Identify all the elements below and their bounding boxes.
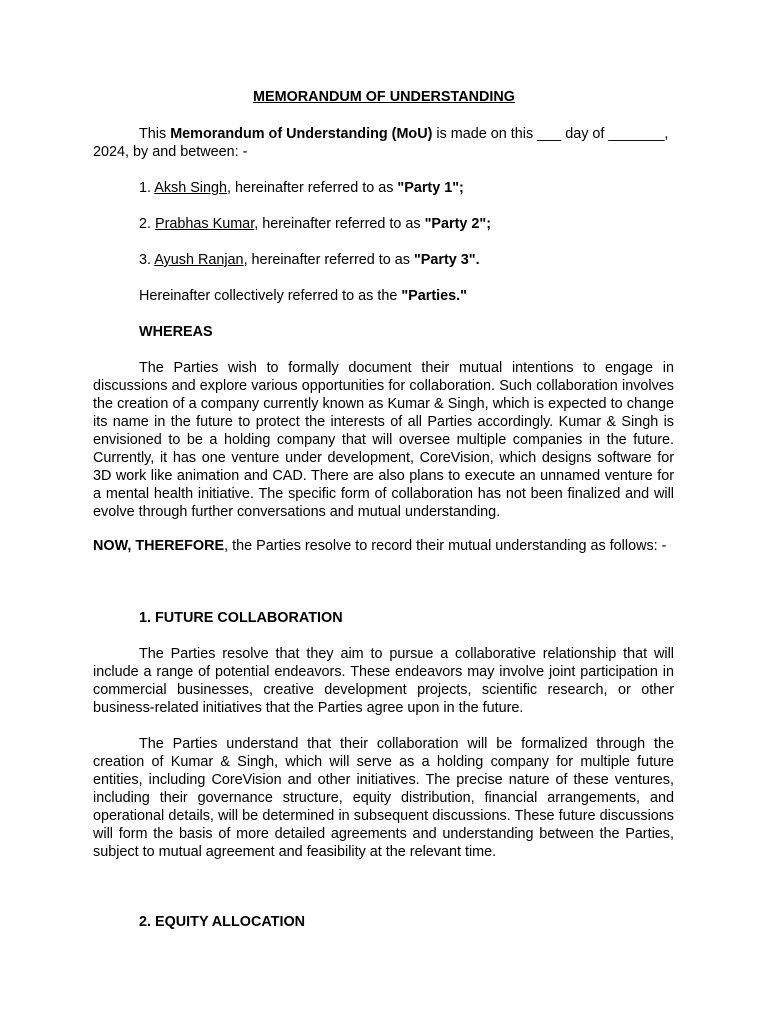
now-therefore-rest: , the Parties resolve to record their mutual understanding as follows: -	[224, 538, 667, 554]
party-1-num: 1.	[139, 180, 155, 196]
intro-pre: This	[139, 126, 171, 142]
party-3-name: Ayush Ranjan	[154, 252, 244, 268]
party-2-num: 2.	[139, 216, 155, 232]
party-1-label: "Party 1";	[397, 180, 464, 196]
section-1-paragraph-1: The Parties resolve that they aim to pursue a collaborative relationship that will include a range of potential endeavors. These endeavors may involve joint participation in commercial businesses, creative development projects, scientific research, or other business-related initiatives that the Parties agree upon in the future.	[93, 646, 674, 716]
party-1-name: Aksh Singh	[154, 180, 228, 196]
collective-bold: "Parties."	[401, 288, 468, 304]
party-2-mid: , hereinafter referred to as	[254, 216, 425, 232]
party-3-mid: , hereinafter referred to as	[243, 252, 414, 268]
document-title: MEMORANDUM OF UNDERSTANDING	[253, 89, 515, 105]
collective-pre: Hereinafter collectively referred to as the	[139, 288, 402, 304]
intro-bold: Memorandum of Understanding (MoU)	[170, 126, 433, 142]
party-1-mid: , hereinafter referred to as	[227, 180, 398, 196]
section-2-heading: 2. EQUITY ALLOCATION	[139, 914, 306, 930]
party-2-name: Prabhas Kumar	[155, 216, 255, 232]
party-2-label: "Party 2";	[424, 216, 492, 232]
now-therefore-paragraph	[93, 537, 674, 555]
whereas-paragraph: The Parties wish to formally document their mutual intentions to engage in discussions and explore various opportunities for collaboration. Such collaboration involves the creation of a company currently known as Kumar & Singh, which is expected to change its name in the future to protect the interests of all Parties accordingly. Kumar & Singh is envisioned to be a holding company that will oversee multiple companies in the future. Currently, it has one venture under development, CoreVision, which designs software for 3D work like animation and CAD. There are also plans to execute an unnamed venture for a mental health initiative. The specific form of collaboration has not been finalized and will evolve through further conversations and mutual understanding.	[93, 360, 674, 520]
party-1-line	[139, 179, 674, 197]
party-3-num: 3.	[139, 252, 155, 268]
now-therefore-bold: NOW, THEREFORE	[93, 538, 225, 554]
section-1-paragraph-2: The Parties understand that their collaboration will be formalized through the creation of Kumar & Singh, which will serve as a holding company for multiple future entities, including CoreVision and other initiatives. The precise nature of these ventures, including their governance structure, equity distribution, financial arrangements, and operational details, will be determined in subsequent discussions. These future discussions will form the basis of more detailed agreements and understanding between the Parties, subject to mutual agreement and feasibility at the relevant time.	[93, 736, 674, 860]
intro-post: is made on this ___ day of _______, 2024, by and between: -	[93, 126, 669, 160]
whereas-heading: WHEREAS	[139, 324, 213, 340]
collective-line	[139, 287, 674, 305]
party-2-line	[139, 215, 674, 233]
party-3-label: "Party 3".	[413, 252, 480, 268]
party-3-line	[139, 251, 674, 269]
intro-paragraph	[93, 125, 674, 161]
section-1-heading: 1. FUTURE COLLABORATION	[139, 610, 343, 626]
